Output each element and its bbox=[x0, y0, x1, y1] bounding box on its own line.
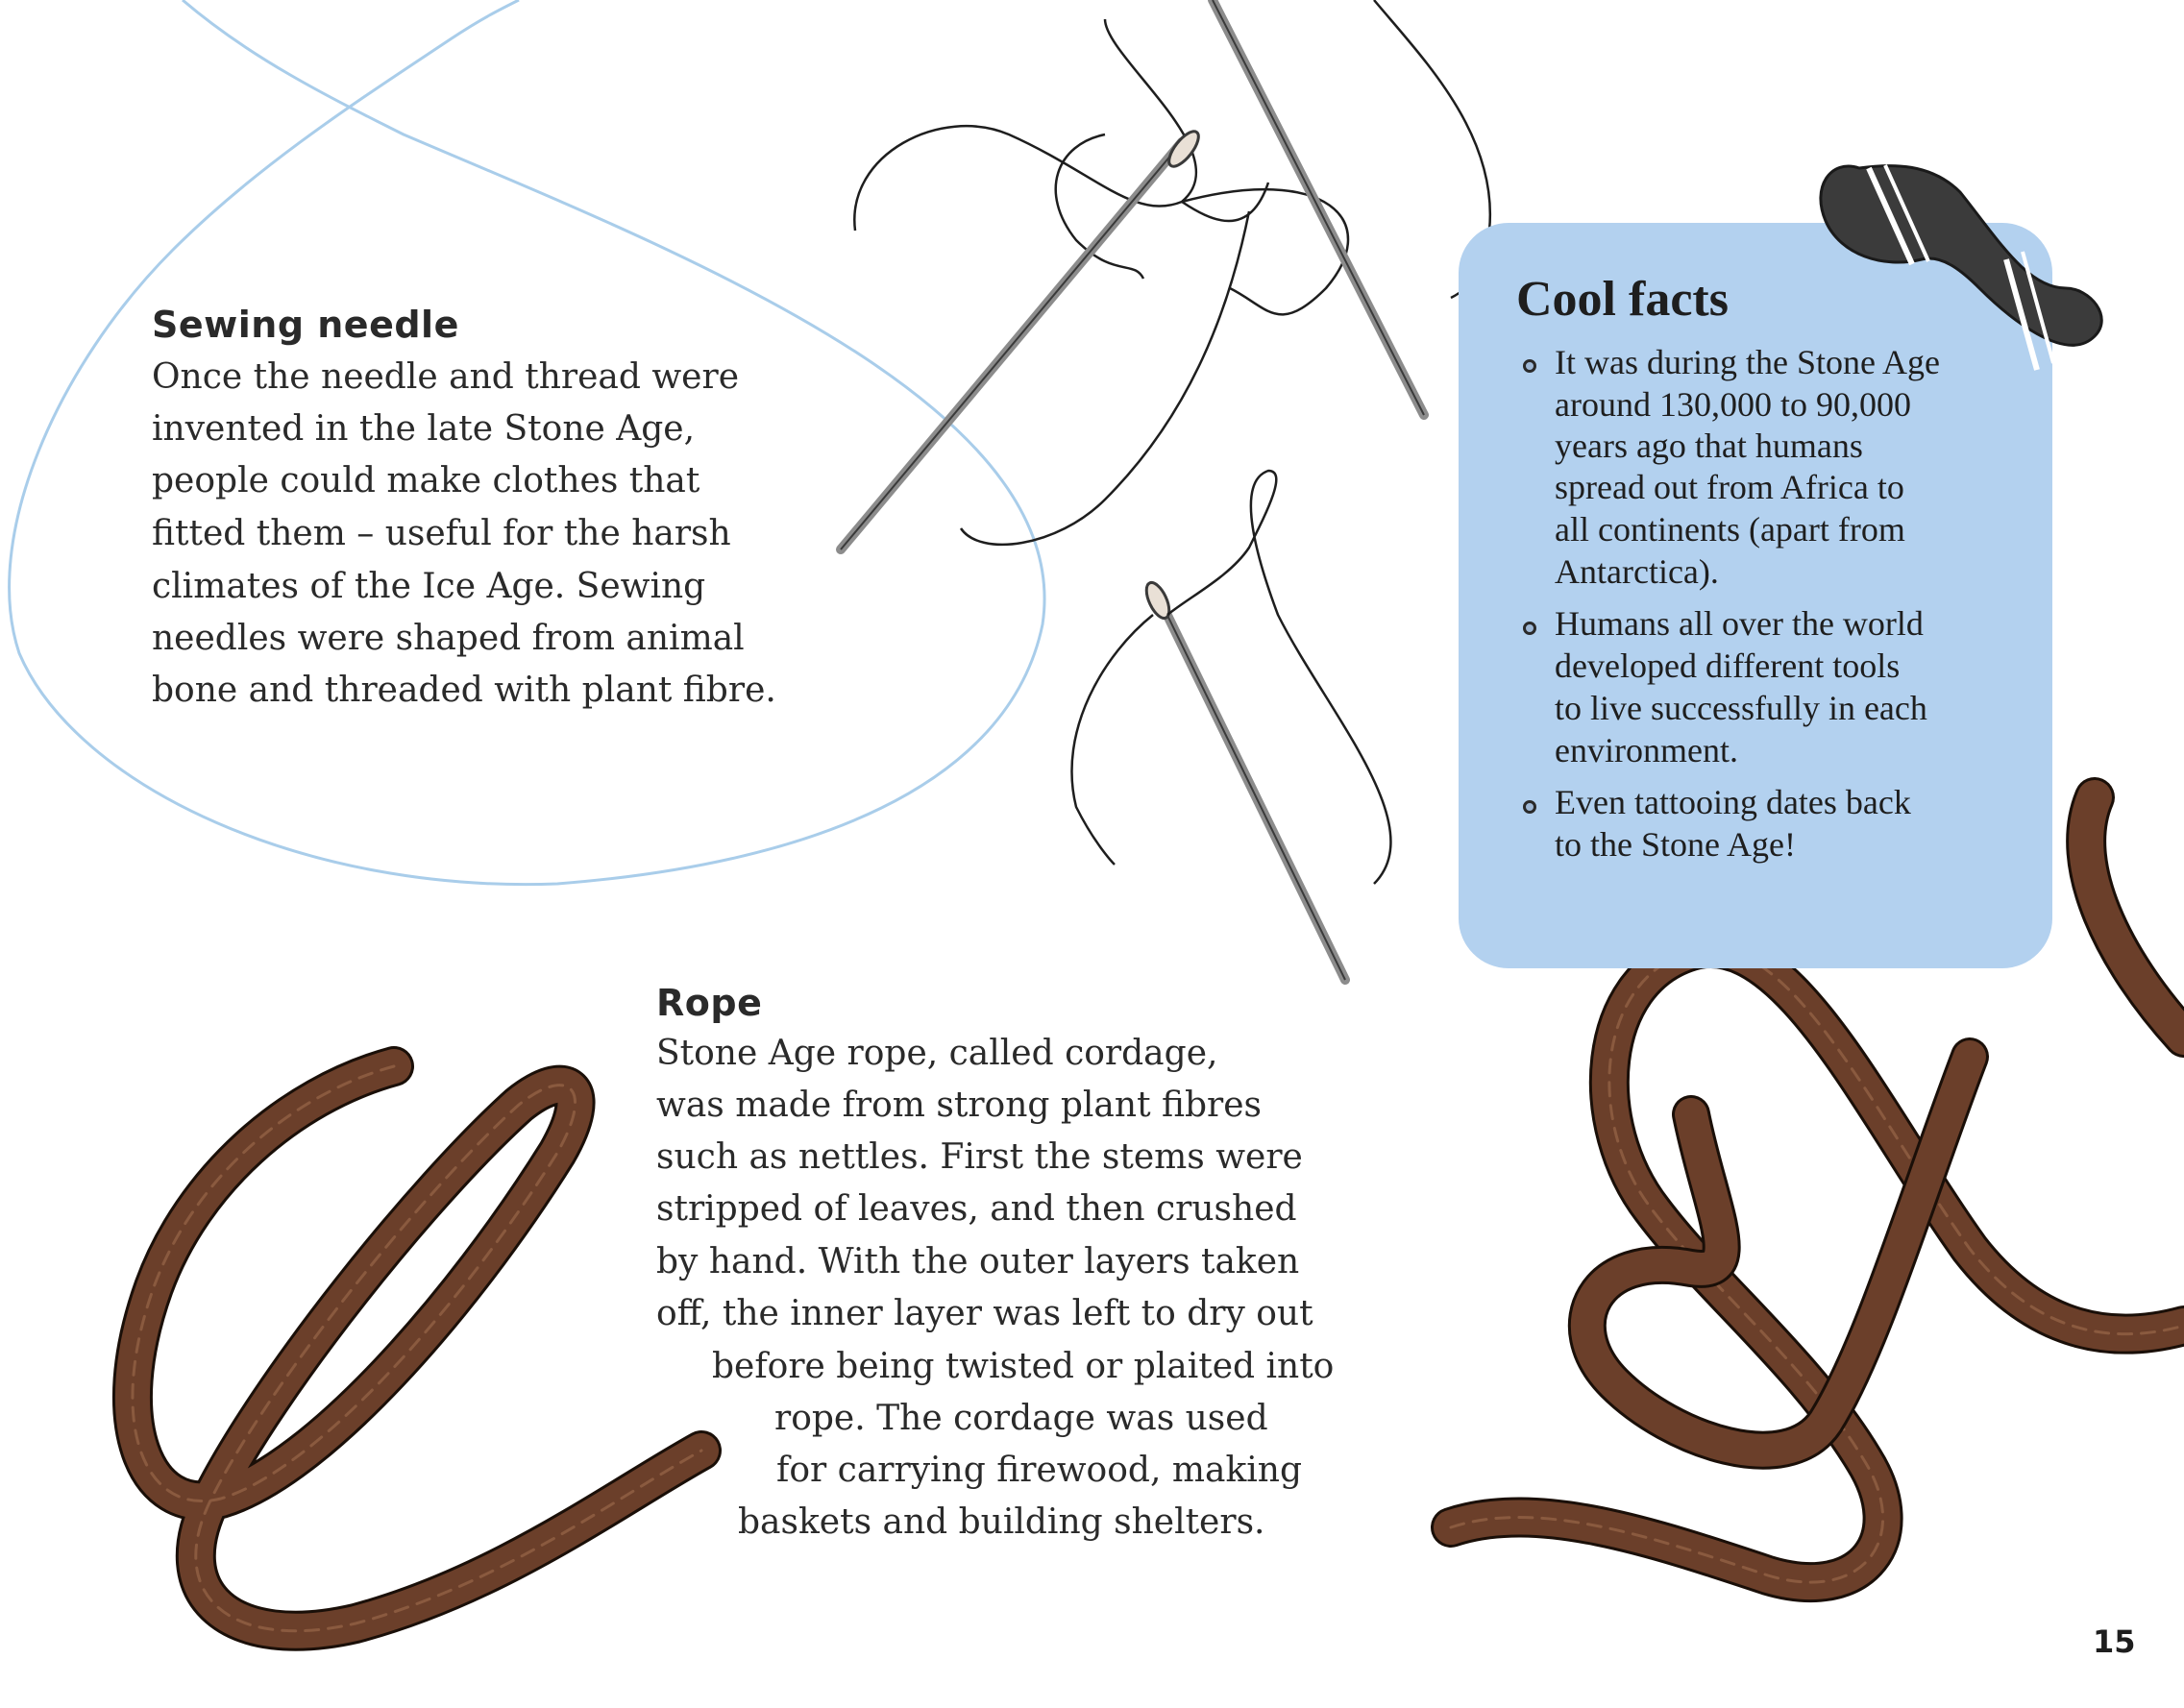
fact-line: years ago that humans bbox=[1555, 427, 1863, 465]
sewing-text-line: people could make clothes that bbox=[152, 461, 700, 500]
fact-line: to live successfully in each bbox=[1555, 689, 1927, 727]
cool-facts-title: Cool facts bbox=[1516, 272, 1729, 327]
fact-line: Even tattooing dates back bbox=[1555, 783, 1911, 821]
fact-line: developed different tools bbox=[1555, 647, 1901, 685]
rope-heading: Rope bbox=[656, 982, 763, 1024]
rope-text-line: by hand. With the outer layers taken bbox=[656, 1242, 1300, 1281]
sewing-text-line: fitted them – useful for the harsh bbox=[152, 514, 731, 553]
rope-text-line: stripped of leaves, and then crushed bbox=[656, 1189, 1297, 1229]
fact-bullet bbox=[1523, 622, 1536, 635]
sewing-text-line: bone and threaded with plant fibre. bbox=[152, 671, 776, 710]
rope-text-line: before being twisted or plaited into bbox=[712, 1347, 1335, 1386]
sewing-text-line: Once the needle and thread were bbox=[152, 357, 739, 397]
page-number: 15 bbox=[2093, 1623, 2136, 1660]
rope-text-line: baskets and building shelters. bbox=[738, 1502, 1265, 1542]
fact-line: spread out from Africa to bbox=[1555, 468, 1904, 506]
sewing-text-line: climates of the Ice Age. Sewing bbox=[152, 567, 706, 606]
sewing-needle-heading: Sewing needle bbox=[152, 304, 459, 346]
sewing-text-line: needles were shaped from animal bbox=[152, 619, 745, 658]
fact-bullet bbox=[1523, 800, 1536, 814]
rope-text-line: Stone Age rope, called cordage, bbox=[656, 1034, 1218, 1073]
fact-bullet bbox=[1523, 359, 1536, 373]
fact-line: Humans all over the world bbox=[1555, 604, 1924, 643]
rope-text-line: for carrying firewood, making bbox=[776, 1451, 1302, 1490]
sewing-text-line: invented in the late Stone Age, bbox=[152, 409, 696, 449]
fact-line: all continents (apart from bbox=[1555, 510, 1905, 549]
fact-line: It was during the Stone Age bbox=[1555, 343, 1940, 381]
rope-text-line: was made from strong plant fibres bbox=[656, 1086, 1263, 1125]
rope-text-line: rope. The cordage was used bbox=[774, 1399, 1268, 1438]
fact-line: to the Stone Age! bbox=[1555, 825, 1796, 864]
fact-line: around 130,000 to 90,000 bbox=[1555, 385, 1911, 424]
fact-line: Antarctica). bbox=[1555, 552, 1719, 591]
rope-text-line: such as nettles. First the stems were bbox=[656, 1137, 1303, 1177]
rope-text-line: off, the inner layer was left to dry out bbox=[656, 1294, 1313, 1333]
fact-line: environment. bbox=[1555, 731, 1738, 769]
